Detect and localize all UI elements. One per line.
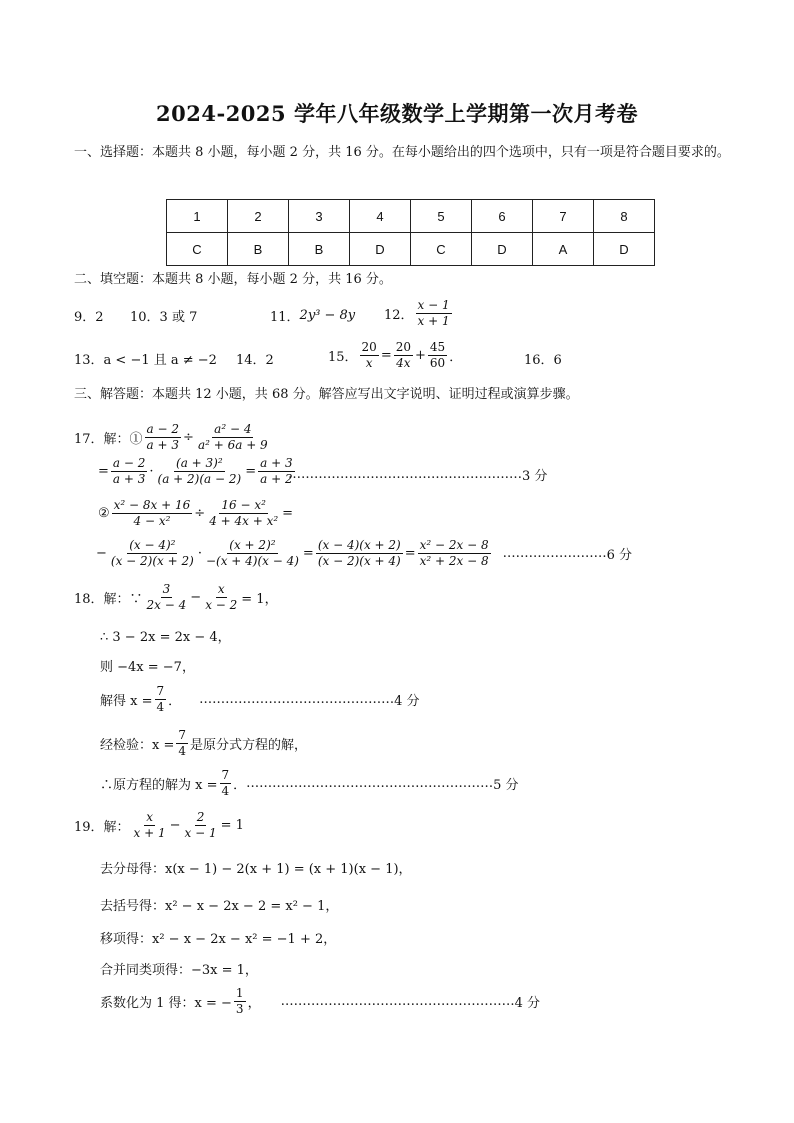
table-cell: 2 (228, 200, 289, 233)
q19-line5: 合并同类项得：−3x = 1， (100, 963, 258, 978)
answer-12 (384, 298, 454, 329)
fraction-denominator: x² + 2x − 8 (419, 554, 489, 568)
fraction (196, 422, 270, 453)
answer-15-label: 15． (328, 350, 358, 365)
step-label: 经检验：x = (100, 738, 175, 753)
step-tail: 是原分式方程的解， (190, 738, 308, 753)
fraction-denominator: x + 1 (133, 826, 166, 840)
q17-line2: = $\frac{a - 2}{a + 3}$ · $\frac{\text{(a + 3)²}}{(a + 2)(a - 2)}$ = $\frac{a + 3}{a + 2}$ (98, 456, 293, 486)
fraction-numerator: 3 (162, 582, 171, 596)
section3-heading: 三、解答题：本题共 12 小题，共 68 分。解答应写出文字说明、证明过程或演算步骤。 (74, 387, 579, 402)
fraction (204, 538, 301, 569)
fraction-denominator: a + 2 (260, 472, 293, 486)
score-label: 4 分 (394, 694, 420, 709)
fraction-denominator: 4 − x² (133, 514, 171, 528)
fraction-denominator: −(x + 4)(x − 4) (205, 554, 299, 568)
fraction-denominator: 4x (396, 356, 411, 370)
fraction-numerator: 16 − x² (221, 498, 266, 512)
fraction-numerator: a − 2 (112, 456, 146, 470)
fraction-numerator: (x + 2)² (229, 538, 276, 552)
answer-11-label: 11． (270, 310, 300, 325)
fraction (112, 498, 193, 529)
fraction-denominator: a² + 6a + 9 (197, 438, 268, 452)
fraction-denominator: x (365, 356, 373, 370)
choice-answer-table (166, 199, 655, 266)
table-row-numbers (167, 200, 655, 233)
q19-label: 19．解： (74, 820, 130, 835)
answer-14: 14．2 (236, 353, 274, 368)
q17-line3: ② $\frac{\text{x² − 8x + 16}}{\text{4 − x²}}$ ÷ $\frac{\text{16 − x²}}{\text{4 + 4x + x²}}$ = (98, 498, 294, 528)
table-cell: A (533, 233, 594, 266)
answer-9: 9．2 (74, 310, 104, 325)
fraction-numerator: a + 3 (260, 456, 293, 470)
fraction-denominator: (x − 2)(x + 2) (110, 554, 194, 568)
answer-16: 16．6 (524, 353, 562, 368)
answer-13: 13．a < −1 且 a ≠ −2 (74, 353, 217, 368)
circled-number: ② (98, 506, 110, 521)
fraction (156, 456, 244, 487)
table-cell: D (350, 233, 411, 266)
fraction-numerator: x (146, 810, 153, 824)
fraction-numerator: a − 2 (146, 422, 180, 436)
q19-line3: 去括号得：x² − x − 2x − 2 = x² − 1， (100, 899, 339, 914)
fraction-denominator: a + 3 (112, 472, 146, 486)
table-cell: D (594, 233, 655, 266)
fraction-numerator: 7 (221, 768, 230, 782)
q17-label: 17．解：① (74, 432, 143, 447)
section2-heading: 二、填空题：本题共 8 小题，每小题 2 分，共 16 分。 (74, 272, 392, 287)
table-cell: 5 (411, 200, 472, 233)
fraction-numerator: 7 (178, 728, 186, 742)
fraction-numerator: x² − 2x − 8 (419, 538, 489, 552)
fraction-numerator: 2 (196, 810, 205, 824)
table-cell: 6 (472, 200, 533, 233)
q19-line6: 系数化为 1 得：x = − $\frac{1}{3}$ ， ……………………………………………… 4 分 (100, 986, 540, 1016)
fraction-denominator: 3 (235, 1002, 244, 1016)
answer-12-label: 12． (384, 308, 414, 323)
fraction (220, 768, 232, 799)
fraction (111, 456, 147, 487)
q19-line2: 去分母得：x(x − 1) − 2(x + 1) = (x + 1)(x − 1)， (100, 862, 412, 877)
fraction-denominator: 4 + 4x + x² (209, 514, 279, 528)
fraction (428, 340, 447, 371)
fraction-numerator: 45 (429, 340, 446, 354)
fraction-numerator: 1 (235, 986, 244, 1000)
fraction-numerator: a² − 4 (214, 422, 252, 436)
q19-line4: 移项得：x² − x − 2x − x² = −1 + 2， (100, 932, 337, 947)
fraction-denominator: x − 1 (184, 826, 217, 840)
q18-label: 18．解：∵ (74, 592, 143, 607)
fraction-denominator: (a + 2)(a − 2) (157, 472, 242, 486)
fraction-denominator: 60 (429, 356, 446, 370)
fraction-denominator: 4 (221, 784, 230, 798)
table-cell: C (167, 233, 228, 266)
table-cell: D (472, 233, 533, 266)
answer-15: 15． $\frac{20}{x}$ = $\frac{20}{4x}$ + $\frac{45}{60}$ ． (328, 340, 463, 370)
fraction-denominator: 2x − 4 (146, 598, 187, 612)
fraction-denominator: (x − 2)(x + 4) (317, 554, 401, 568)
fraction (109, 538, 196, 569)
fraction-numerator: x − 1 (417, 298, 450, 312)
fraction-numerator: (x − 4)² (129, 538, 176, 552)
step-label: 解得 x = (100, 694, 153, 709)
fraction (394, 340, 413, 371)
answer-12-fraction (416, 298, 452, 329)
score-label: 4 分 (514, 996, 540, 1011)
fraction-denominator: 4 (178, 744, 186, 758)
fraction (183, 810, 219, 841)
fraction-numerator: (x − 4)(x + 2) (317, 538, 401, 552)
equation-tail: = 1， (241, 592, 278, 607)
q17-line1: 17．解：① $\frac{a - 2}{a + 3}$ ÷ $\frac{\text{a² − 4}}{\text{a² + 6a + 9}}$ (74, 422, 268, 452)
fraction (203, 582, 239, 613)
table-cell: 3 (289, 200, 350, 233)
fraction (145, 582, 189, 613)
fraction (234, 986, 246, 1017)
q18-line5 (100, 728, 307, 759)
q18-line2: ∴ 3 − 2x = 2x − 4， (100, 630, 231, 645)
table-cell: 8 (594, 200, 655, 233)
fraction-numerator: (a + 3)² (176, 456, 223, 470)
answer-11 (270, 306, 355, 325)
q18-line6: ∴原方程的解为 x = $\frac{7}{4}$ ． ………………………………………………… 5 分 (100, 768, 519, 798)
score-label: 6 分 (606, 548, 633, 563)
table-row-answers (167, 233, 655, 266)
q19-line1: 19．解： $\frac{x}{x + 1}$ − $\frac{2}{x - 1}$ = 1 (74, 810, 244, 840)
table-cell: C (411, 233, 472, 266)
q18-line4: 解得 x = $\frac{7}{4}$ ． ……………………………………… 4 分 (100, 684, 420, 714)
step-label: ∴原方程的解为 x = (100, 778, 218, 793)
fraction (155, 684, 167, 715)
fraction-numerator: 7 (156, 684, 165, 698)
fraction (360, 340, 379, 371)
fraction-numerator: 20 (361, 340, 377, 354)
fraction-denominator: x − 2 (205, 598, 238, 612)
q17-score1: ……………………………………………… 3 分 (288, 467, 548, 484)
q18-line3: 则 −4x = −7， (100, 660, 195, 675)
table-cell: 4 (350, 200, 411, 233)
q17-line4: − $\frac{\text{(x − 4)²}}{(x - 2)(x + 2)}$ · $\frac{\text{(x + 2)²}}{-(x + 4)(x - 4)}$ = $\frac{(x - 4)(x + 2)}{(x - 2)(x + 4)}$ = $\frac{\text{x² − 2x − 8}}{\text{x² + 2x − 8}}$ …………………… 6 分 (96, 538, 633, 568)
section1-heading: 一、选择题：本题共 8 小题，每小题 2 分，共 16 分。在每小题给出的四个选项中，只有一项是符合题目要求的。 (74, 145, 730, 160)
fraction-numerator: x² − 8x + 16 (113, 498, 191, 512)
table-cell: B (289, 233, 350, 266)
table-cell: 1 (167, 200, 228, 233)
fraction (132, 810, 168, 841)
page-title: 2024-2025 学年八年级数学上学期第一次月考卷 (156, 101, 638, 126)
fraction (176, 728, 188, 759)
fraction-numerator: x (217, 582, 225, 596)
step-label: 系数化为 1 得：x = − (100, 996, 232, 1011)
fraction-numerator: 20 (395, 340, 412, 354)
score-label: 5 分 (493, 778, 519, 793)
table-cell: B (228, 233, 289, 266)
fraction (207, 498, 280, 529)
table-cell: 7 (533, 200, 594, 233)
fraction-denominator: x + 1 (417, 314, 450, 328)
answer-11-expr: 2y³ − 8y (299, 308, 356, 323)
q18-line1: 18．解：∵ $\frac{3}{2x - 4}$ − $\frac{x}{x - 2}$ = 1， (74, 582, 278, 612)
score-label: 3 分 (522, 469, 548, 484)
fraction-denominator: a + 3 (146, 438, 180, 452)
fraction (316, 538, 403, 569)
equation-tail: = 1 (220, 818, 244, 833)
fraction-denominator: 4 (156, 700, 165, 714)
answer-10: 10．3 或 7 (130, 310, 198, 325)
fraction (145, 422, 181, 453)
fraction (418, 538, 491, 569)
